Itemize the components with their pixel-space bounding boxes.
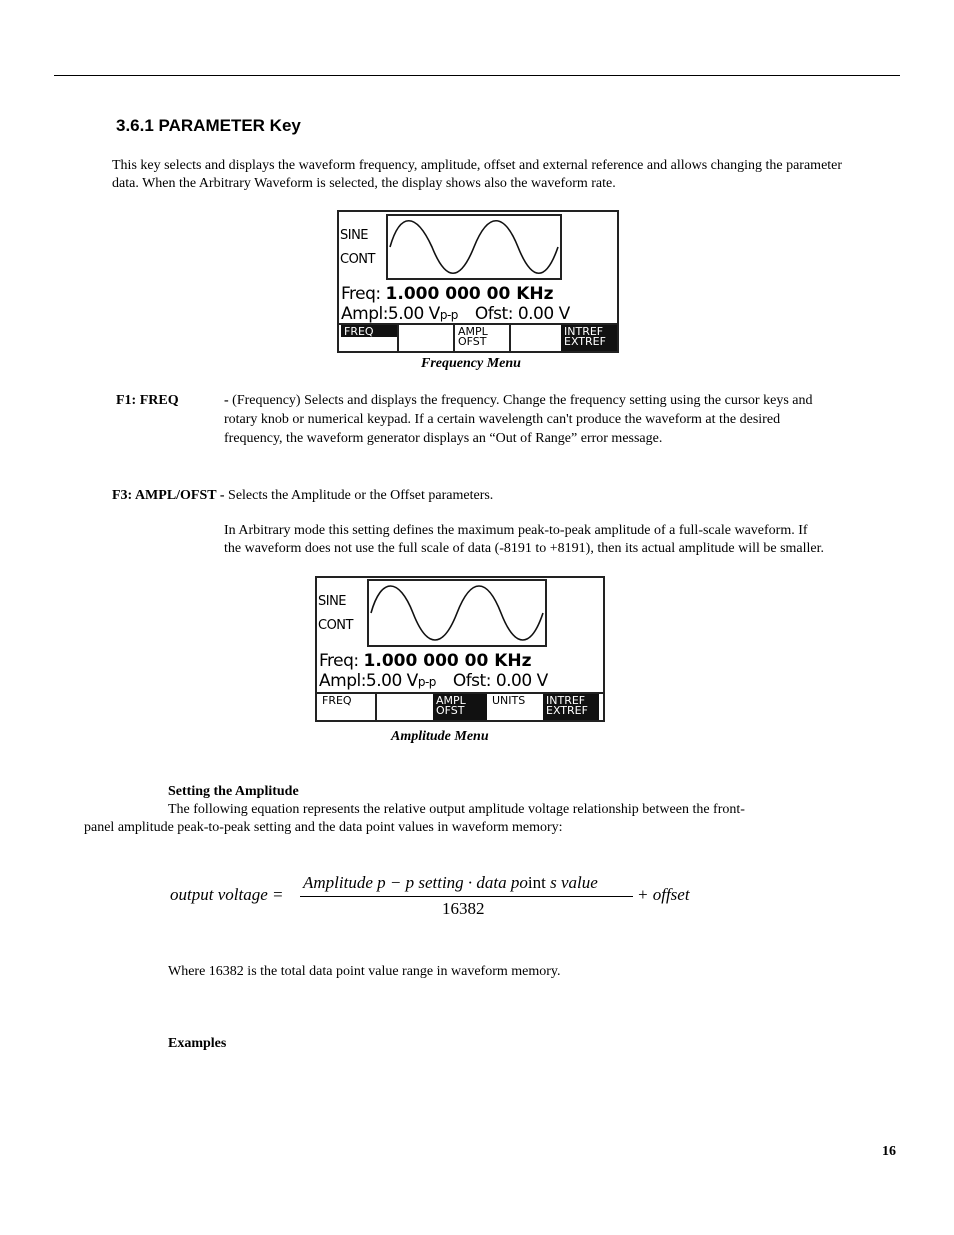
waveform-display	[386, 214, 562, 280]
arbitrary-paragraph	[224, 522, 914, 558]
f3-line	[112, 487, 493, 505]
softkey-empty[interactable]	[375, 694, 433, 720]
equation-rhs: + offset	[637, 885, 690, 904]
softkey-empty-1[interactable]	[397, 325, 453, 351]
f1-line-3: frequency, the waveform generator displays an “Out of Range” error message.	[224, 431, 663, 446]
setting-title: Setting the Amplitude	[168, 784, 299, 799]
ofst-value: Ofst: 0.00 V	[474, 304, 570, 324]
f3-text: Selects the Amplitude or the Offset parameters.	[224, 488, 494, 503]
f1-description	[224, 392, 904, 448]
sine-wave	[369, 581, 545, 645]
intro-line-2: data. When the Arbitrary Waveform is selected, the display shows also the waveform rate.	[112, 176, 616, 191]
ampl-unit: p-p	[439, 308, 458, 322]
f1-label: F1: FREQ	[116, 393, 179, 408]
softkey-units[interactable]: UNITS	[492, 694, 526, 707]
arb-line-1: In Arbitrary mode this setting defines the maximum peak-to-peak amplitude of a full-scale waveform. If	[224, 523, 808, 538]
arb-line-2: the waveform does not use the full scale of data (-8191 to +8191), then its actual amplitude will be smaller.	[224, 541, 825, 556]
softkey-bar	[339, 323, 617, 351]
softkey-ampl-ofst[interactable]	[433, 694, 487, 720]
softkey-empty-2[interactable]	[509, 325, 561, 351]
mode-label-sine: SINE	[318, 594, 347, 609]
frequency-menu-caption: Frequency Menu	[421, 356, 521, 371]
softkey-extref-label: EXTREF	[564, 335, 606, 348]
mode-label-cont: CONT	[340, 252, 375, 267]
examples-heading: Examples	[168, 1036, 227, 1051]
numerator-int: int	[527, 873, 546, 892]
where-text: Where 16382 is the total data point value range in waveform memory.	[168, 964, 561, 979]
section-heading: 3.6.1 PARAMETER Key	[116, 116, 301, 135]
equation-numerator	[303, 873, 598, 893]
ampl-line	[341, 304, 570, 324]
ampl-label: Ampl:5.00 V	[319, 671, 418, 691]
freq-line	[341, 284, 554, 304]
f1-line-1: (Frequency) Selects and displays the frequency. Change the frequency setting using the cursor keys and	[228, 393, 813, 408]
ofst-value: Ofst: 0.00 V	[452, 671, 548, 691]
softkey-ampl-label: AMPL	[458, 325, 488, 338]
equation-denominator: 16382	[442, 899, 485, 918]
softkey-ofst-label: OFST	[458, 335, 487, 348]
mode-label-cont: CONT	[318, 618, 353, 633]
numerator-part-b: s value	[545, 873, 598, 892]
f1-line-2: rotary knob or numerical keypad. If a certain wavelength can't produce the waveform at the desired	[224, 412, 781, 427]
setting-line-2: panel amplitude peak-to-peak setting and the data point values in waveform memory:	[84, 820, 563, 835]
softkey-freq[interactable]: FREQ	[341, 325, 397, 337]
softkey-freq[interactable]: FREQ	[322, 694, 352, 707]
softkey-bar	[317, 692, 603, 720]
f1-dash: -	[224, 393, 229, 408]
softkey-ampl-ofst[interactable]	[453, 325, 509, 351]
softkey-intref-extref[interactable]	[561, 325, 617, 351]
softkey-intref-label: INTREF	[564, 325, 604, 338]
softkey-intref-label: INTREF	[546, 694, 586, 707]
fraction-bar	[300, 896, 633, 897]
page-number: 16	[882, 1144, 896, 1159]
intro-line-1: This key selects and displays the waveform frequency, amplitude, offset and external reference and allows changing the parameter	[112, 158, 843, 173]
ampl-label: Ampl:5.00 V	[341, 304, 440, 324]
softkey-intref-extref[interactable]	[543, 694, 599, 720]
setting-line-1: The following equation represents the relative output amplitude voltage relationship between the front-	[168, 802, 745, 817]
softkey-ampl-label: AMPL	[436, 694, 466, 707]
frequency-menu-screen	[337, 210, 619, 353]
sine-wave	[388, 216, 560, 278]
freq-value: 1.000 000 00 KHz	[363, 651, 532, 671]
waveform-display	[367, 579, 547, 647]
softkey-ofst-label: OFST	[436, 704, 465, 717]
f3-label: F3: AMPL/OFST -	[112, 488, 225, 503]
freq-line	[319, 651, 532, 671]
intro-paragraph	[112, 157, 842, 193]
amplitude-menu-screen	[315, 576, 605, 722]
freq-label: Freq:	[319, 651, 359, 671]
header-rule	[54, 75, 900, 76]
equation-lhs: output voltage =	[170, 885, 284, 904]
mode-label-sine: SINE	[340, 228, 369, 243]
ampl-unit: p-p	[417, 675, 436, 689]
amplitude-menu-caption: Amplitude Menu	[391, 729, 489, 744]
freq-label: Freq:	[341, 284, 381, 304]
softkey-extref-label: EXTREF	[546, 704, 588, 717]
ampl-line	[319, 671, 548, 691]
freq-value: 1.000 000 00 KHz	[385, 284, 554, 304]
numerator-part-a: Amplitude p − p setting · data po	[303, 873, 528, 892]
